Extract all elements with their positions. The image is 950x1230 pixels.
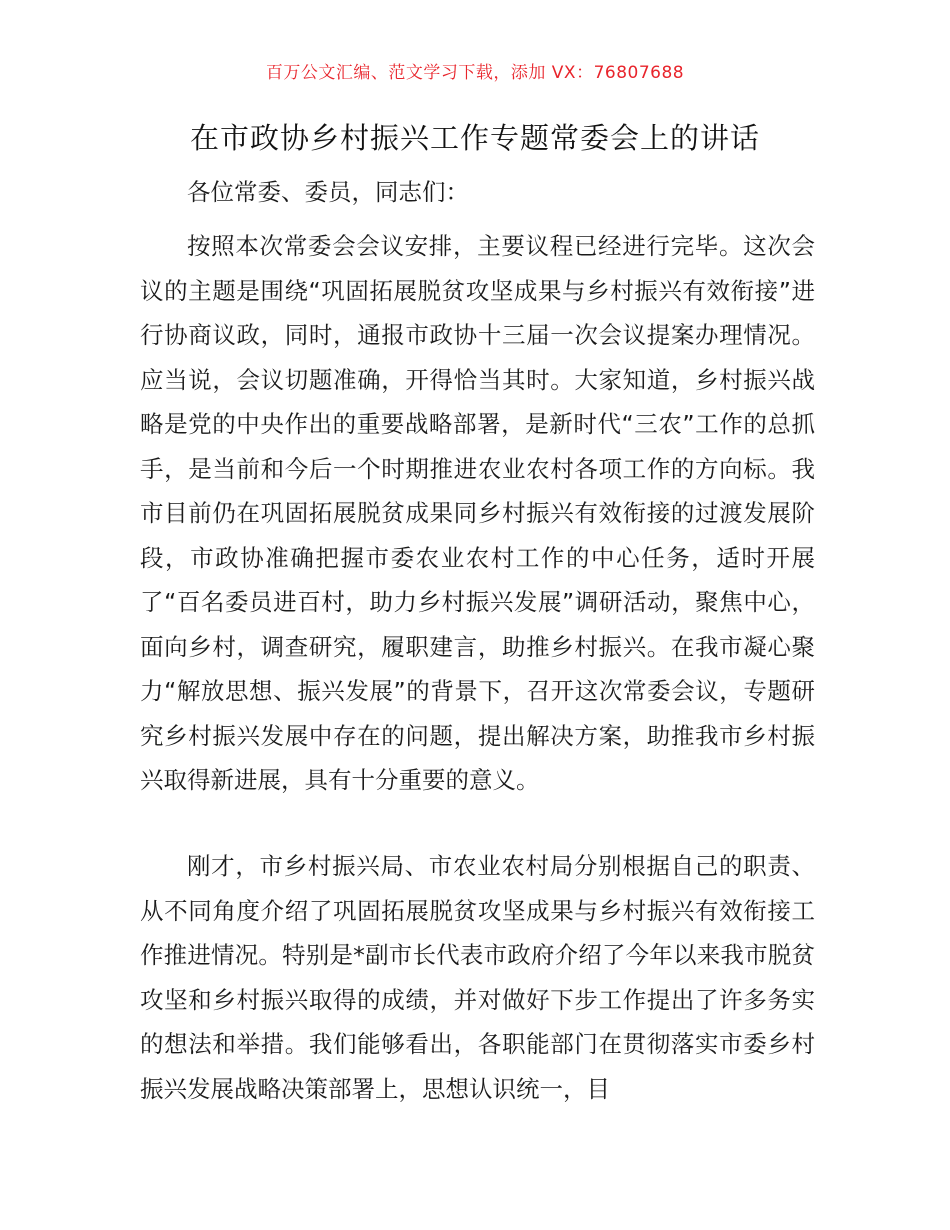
salutation: 各位常委、委员，同志们： <box>187 178 469 206</box>
body-paragraph: 刚才，市乡村振兴局、市农业农村局分别根据自己的职责、从不同角度介绍了巩固拓展脱贫攻坚成果与乡村振兴有效衔接工作推进情况。特别是*副市长代表市政府介绍了今年以来我市脱贫攻坚和乡村振兴取得的成绩，并对做好下步工作提出了许多务实的想法和举措。我们能够看出，各职能部门在贯彻落实市委乡村振兴发展战略决策部署上，思想认识统一，目 <box>140 852 815 1103</box>
paragraph-block-1 <box>140 224 815 803</box>
body-paragraph: 按照本次常委会会议安排，主要议程已经进行完毕。这次会议的主题是围绕“巩固拓展脱贫攻坚成果与乡村振兴有效衔接”进行协商议政，同时，通报市政协十三届一次会议提案办理情况。应当说，会议切题准确，开得恰当其时。大家知道，乡村振兴战略是党的中央作出的重要战略部署，是新时代“三农”工作的总抓手，是当前和今后一个时期推进农业农村各项工作的方向标。我市目前仍在巩固拓展脱贫成果同乡村振兴有效衔接的过渡发展阶段，市政协准确把握市委农业农村工作的中心任务，适时开展了“百名委员进百村，助力乡村振兴发展”调研活动，聚焦中心，面向乡村，调查研究，履职建言，助推乡村振兴。在我市凝心聚力“解放思想、振兴发展”的背景下，召开这次常委会议，专题研究乡村振兴发展中存在的问题，提出解决方案，助推我市乡村振兴取得新进展，具有十分重要的意义。 <box>140 232 815 794</box>
header-promo-text: 百万公文汇编、范文学习下载，添加 VX：76807688 <box>265 63 685 83</box>
document-title: 在市政协乡村振兴工作专题常委会上的讲话 <box>189 121 760 155</box>
salutation-block <box>140 170 815 215</box>
paragraph-block-2 <box>140 844 815 1111</box>
